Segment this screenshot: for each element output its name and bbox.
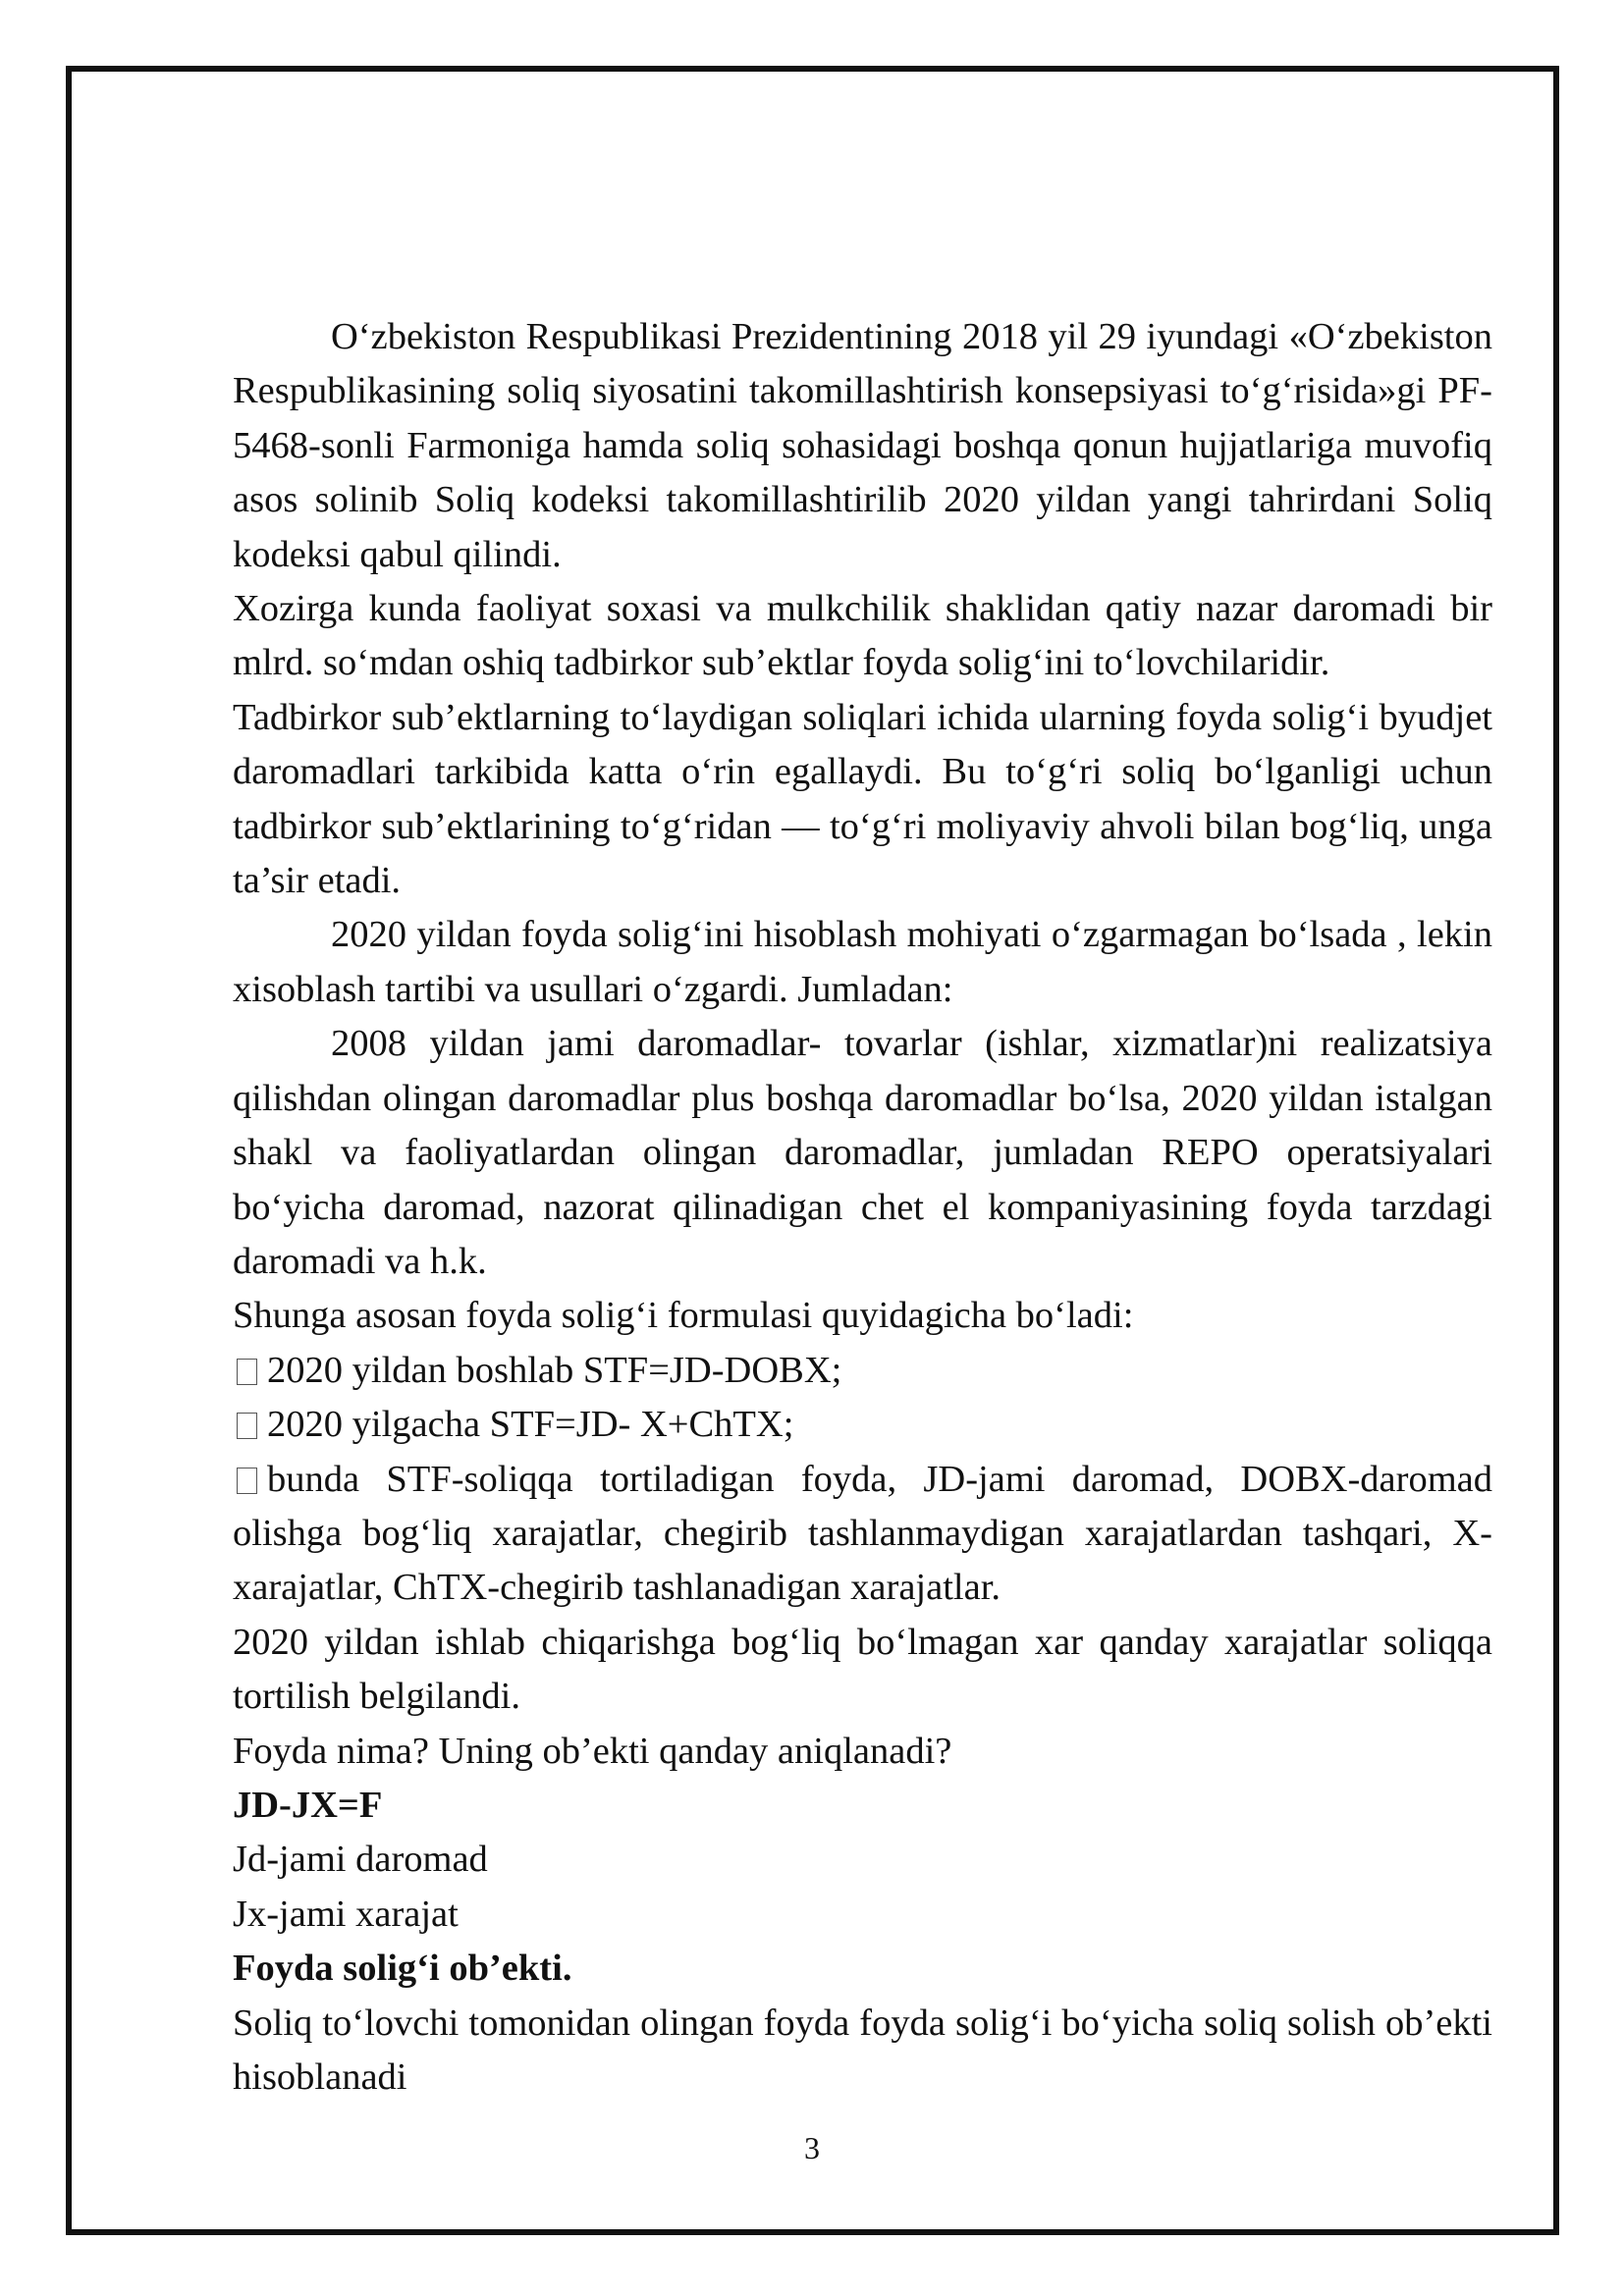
- paragraph-changes: 2020 yildan foyda solig‘ini hisoblash mohiyati o‘zgarmagan bo‘lsada , lekin xisoblash tartibi va usullari o‘zgardi. Jumladan:: [233, 914, 1492, 1010]
- bullet-text: 2020 yildan boshlab STF=JD-DOBX;: [267, 1349, 842, 1391]
- bullet-box-icon: [237, 1413, 257, 1439]
- paragraph-intro: O‘zbekiston Respublikasi Prezidentining 2018 yil 29 iyundagi «O‘zbekiston Respublikasining soliq siyosatini takomillashtirish konsepsiyasi to‘g‘risida»gi PF-5468-sonli Farmoniga hamda soliq sohasidagi boshqa qonun hujjatlariga muvofiq asos solinib Soliq kodeksi takomillashtirilib 2020 yildan yangi tahrirdani Soliq kodeksi qabul qilindi.: [233, 316, 1492, 575]
- bullet-text: bunda STF-soliqqa tortiladigan foyda, JD-jami daromad, DOBX-daromad olishga bog‘liq xarajatlar, chegirib tashlanmaydigan xarajatlardan tashqari, X-xarajatlar, ChTX-chegirib tashlanadigan xarajatlar.: [233, 1458, 1492, 1609]
- definition-total-expense: Jx-jami xarajat: [233, 1893, 459, 1935]
- paragraph-formula-intro: Shunga asosan foyda solig‘i formulasi quyidagicha bo‘ladi:: [233, 1295, 1134, 1337]
- bullet-item-definitions: [233, 1453, 1492, 1616]
- bullet-box-icon: [237, 1359, 257, 1385]
- formula-profit: JD-JX=F: [233, 1784, 383, 1826]
- paragraph-budget-share: Tadbirkor sub’ektlarning to‘laydigan soliqlari ichida ularning foyda solig‘i byudjet daromadlari tarkibida katta o‘rin egallaydi. Bu to‘g‘ri soliq bo‘lganligi uchun tadbirkor sub’ektlarining to‘g‘ridan — to‘g‘ri moliyaviy ahvoli bilan bog‘liq, unga ta’sir etadi.: [233, 696, 1492, 902]
- bullet-box-icon: [237, 1468, 257, 1494]
- paragraph-question: Foyda nima? Uning ob’ekti qanday aniqlanadi?: [233, 1730, 952, 1772]
- document-body: [233, 310, 1492, 2105]
- bullet-text: 2020 yilgacha STF=JD- X+ChTX;: [267, 1404, 794, 1446]
- paragraph-income-definition: 2008 yildan jami daromadlar- tovarlar (ishlar, xizmatlar)ni realizatsiya qilishdan olingan daromadlar plus boshqa daromadlar bo‘lsa, 2020 yildan istalgan shakl va faoliyatlardan olingan daromadlar, jumladan REPO operatsiyalari bo‘yicha daromad, nazorat qilinadigan chet el kompaniyasining foyda tarzdagi daromadi va h.k.: [233, 1023, 1492, 1282]
- section-heading: Foyda solig‘i ob’ekti.: [233, 1948, 572, 1990]
- paragraph-taxpayers: Xozirga kunda faoliyat soxasi va mulkchilik shaklidan qatiy nazar daromadi bir mlrd. so‘mdan oshiq tadbirkor sub’ektlar foyda solig‘ini to‘lovchilaridir.: [233, 588, 1492, 684]
- definition-total-income: Jd-jami daromad: [233, 1839, 488, 1881]
- bullet-item-from-2020: [233, 1344, 1492, 1398]
- page-number: 3: [804, 2130, 820, 2165]
- paragraph-tax-object: Soliq to‘lovchi tomonidan olingan foyda foyda solig‘i bo‘yicha soliq solish ob’ekti hisoblanadi: [233, 2002, 1492, 2098]
- bullet-item-before-2020: [233, 1398, 1492, 1452]
- paragraph-nonproduction-costs: 2020 yildan ishlab chiqarishga bog‘liq bo‘lmagan xar qanday xarajatlar soliqqa tortilish belgilandi.: [233, 1621, 1492, 1718]
